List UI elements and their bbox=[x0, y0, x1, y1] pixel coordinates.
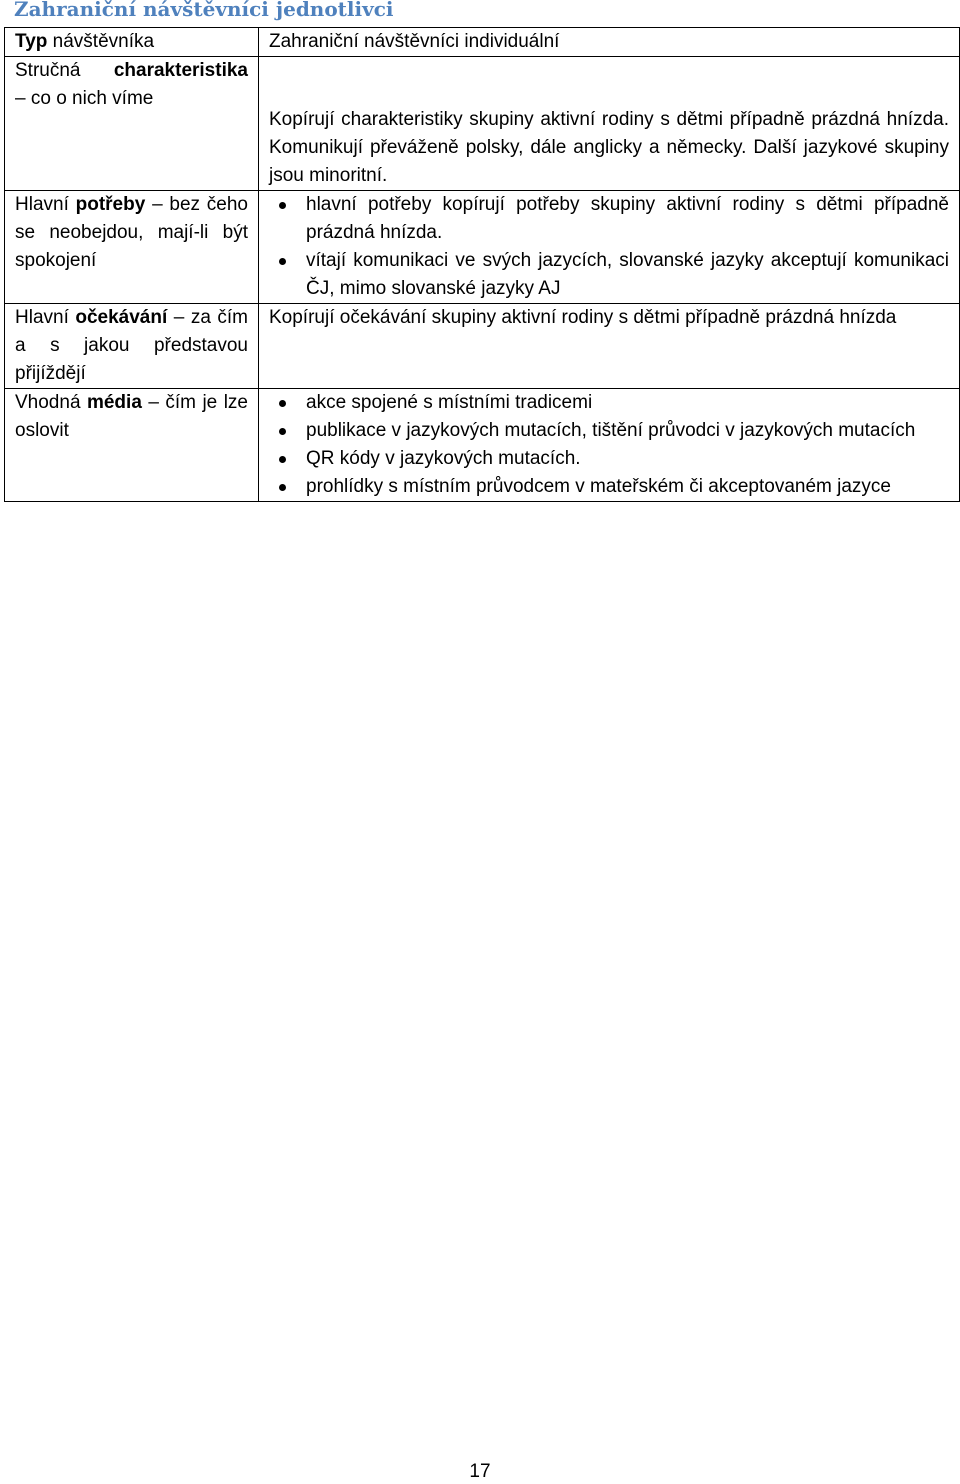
bullet-list bbox=[269, 191, 949, 303]
row-value bbox=[259, 389, 960, 502]
label-text: – bez čeho se neobejdou, mají-li být spokojení bbox=[15, 194, 248, 271]
table-row-visitor-type bbox=[5, 28, 960, 57]
table-row-characteristics bbox=[5, 57, 960, 191]
label-bold: potřeby bbox=[75, 194, 146, 215]
row-label bbox=[5, 28, 259, 57]
label-text: Stručná bbox=[15, 60, 81, 81]
label-bold: charakteristika bbox=[113, 60, 248, 81]
table-row-expectations bbox=[5, 304, 960, 389]
label-line: – co o nich víme bbox=[15, 88, 154, 109]
list-item: vítají komunikaci ve svých jazycích, slovanské jazyky akceptují komunikaci ČJ, mimo slovanské jazyky AJ bbox=[269, 247, 949, 303]
visitor-profile-table bbox=[4, 27, 960, 502]
list-item: QR kódy v jazykových mutacích. bbox=[269, 445, 949, 473]
label-text: – za čím a s jakou představou přijíždějí bbox=[15, 307, 248, 384]
list-item: prohlídky s místním průvodcem v mateřském či akceptovaném jazyce bbox=[269, 473, 949, 501]
row-value: Kopírují očekávání skupiny aktivní rodiny s dětmi případně prázdná hnízda bbox=[259, 304, 960, 389]
table-row-media bbox=[5, 389, 960, 502]
row-label bbox=[5, 389, 259, 502]
bullet-list bbox=[269, 389, 949, 501]
list-item: akce spojené s místními tradicemi bbox=[269, 389, 949, 417]
row-label bbox=[5, 57, 259, 191]
label-text: návštěvníka bbox=[47, 31, 155, 52]
list-item: publikace v jazykových mutacích, tištění průvodci v jazykových mutacích bbox=[269, 417, 949, 445]
page-number: 17 bbox=[469, 1461, 491, 1482]
label-text: Vhodná bbox=[15, 392, 87, 413]
list-item: hlavní potřeby kopírují potřeby skupiny aktivní rodiny s dětmi případně prázdná hnízda. bbox=[269, 191, 949, 247]
row-value: Zahraniční návštěvníci individuální bbox=[259, 28, 960, 57]
label-line bbox=[15, 57, 248, 85]
label-text: Hlavní bbox=[15, 307, 76, 328]
label-bold: média bbox=[86, 392, 142, 413]
section-heading: Zahraniční návštěvníci jednotlivci bbox=[14, 0, 394, 21]
row-label bbox=[5, 304, 259, 389]
label-text: – čím je lze oslovit bbox=[15, 392, 248, 441]
row-label bbox=[5, 191, 259, 304]
label-text: Hlavní bbox=[15, 194, 76, 215]
label-bold: očekávání bbox=[75, 307, 168, 328]
label-bold: Typ bbox=[15, 31, 48, 52]
table-row-needs bbox=[5, 191, 960, 304]
row-value: Kopírují charakteristiky skupiny aktivní rodiny s dětmi případně prázdná hnízda. Komunikují převáženě polsky, dále anglicky a německy. Další jazykové skupiny jsou minoritní. bbox=[259, 57, 960, 191]
row-value bbox=[259, 191, 960, 304]
